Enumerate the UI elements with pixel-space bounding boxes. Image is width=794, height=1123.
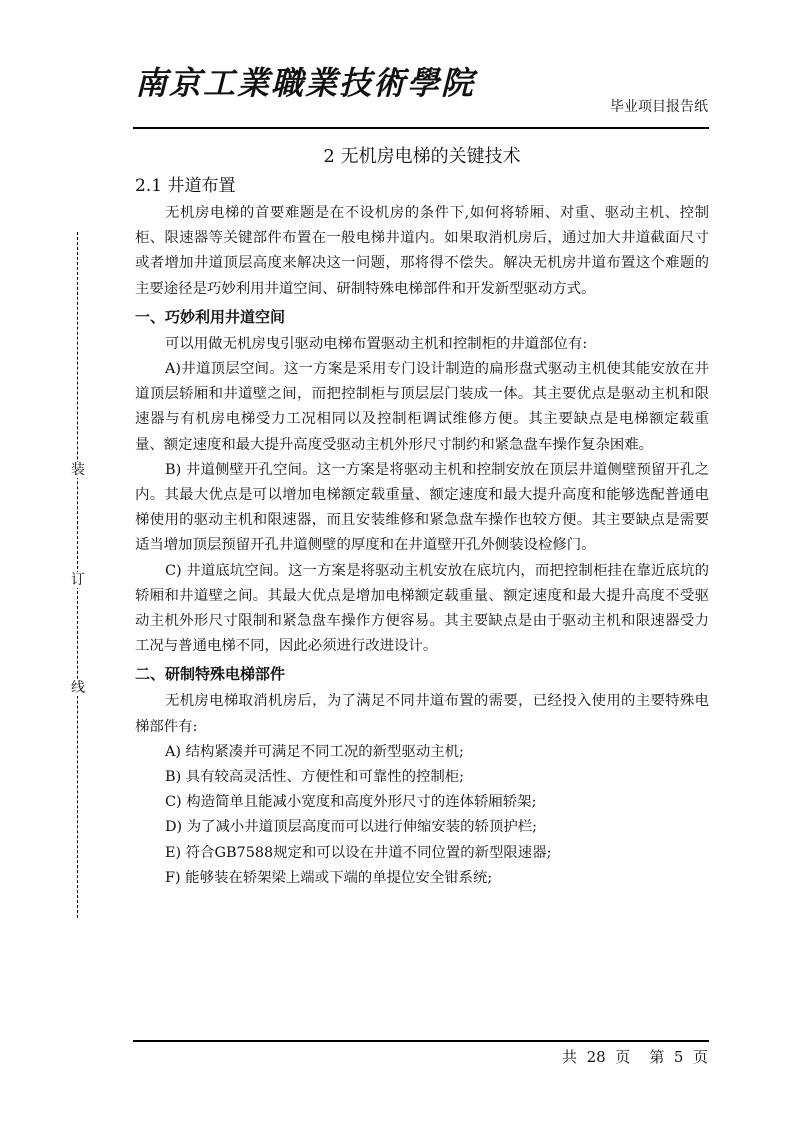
current-page: 5 <box>673 1048 684 1066</box>
binding-mark-zhuang: 装 <box>71 462 85 478</box>
part2-item-c: C) 构造简单且能减小宽度和高度外形尺寸的连体轿厢轿架; <box>165 794 537 811</box>
part2-item-a: A) 结构紧凑并可满足不同工况的新型驱动主机; <box>165 743 464 760</box>
part1-heading: 一、巧妙利用井道空间 <box>135 307 286 326</box>
part2-item-f: F) 能够装在轿架梁上端或下端的单提位安全钳系统; <box>165 869 493 886</box>
current-label: 第 <box>649 1048 665 1066</box>
part2-heading: 二、研制特殊电梯部件 <box>135 665 286 684</box>
current-unit: 页 <box>692 1048 708 1066</box>
part2-lead: 无机房电梯取消机房后，为了满足不同井道布置的需要，已经投入使用的主要特殊电梯部件有: <box>135 693 709 735</box>
school-name-logo: 南京工業職業技術學院 <box>135 64 476 102</box>
total-label: 共 <box>562 1048 578 1066</box>
part1-item-c: C) 井道底坑空间。这一方案是将驱动主机安放在底坑内，而把控制柜挂在靠近底坑的轿厢和井道壁之间。其最大优点是增加电梯额定载重量、额定速度和最大提升高度不受驱动主机外形尺寸限制和紧急盘车操作方便容易。其主要缺点是由于驱动主机和限速器受力工况与普通电梯不同，因此必须进行改进设计。 <box>135 562 709 655</box>
part1-lead: 可以用做无机房曳引驱动电梯布置驱动主机和控制柜的井道部位有: <box>165 335 588 352</box>
footer-divider <box>133 1040 709 1042</box>
binding-mark-ding: 订 <box>71 572 85 588</box>
part1-item-b: B) 井道侧壁开孔空间。这一方案是将驱动主机和控制安放在顶层井道侧壁预留开孔之内。其最大优点是可以增加电梯额定载重量、额定速度和最大提升高度和能够选配普通电梯使用的驱动主机和限速器，而且安装维修和紧急盘车操作也较方便。其主要缺点是需要适当增加顶层预留开孔井道侧壁的厚度和在井道壁开孔外侧装设检修门。 <box>135 461 709 554</box>
part1-item-a: A)井道顶层空间。这一方案是采用专门设计制造的扁形盘式驱动主机使其能安放在井道顶层轿厢和井道壁之间，而把控制柜与顶层层门装成一体。其主要优点是驱动主机和限速器与有机房电梯受力工况相同以及控制柜调试维修方便。其主要缺点是电梯额定载重量、额定速度和最大提升高度受驱动主机外形尺寸制约和紧急盘车操作复杂困难。 <box>135 361 709 453</box>
header-divider <box>133 127 709 129</box>
part2-item-d: D) 为了减小井道顶层高度而可以进行伸缩安装的轿顶护栏; <box>165 819 537 836</box>
intro-paragraph: 无机房电梯的首要难题是在不设机房的条件下,如何将轿厢、对重、驱动主机、控制柜、限速器等关键部件布置在一般电梯井道内。如果取消机房后，通过加大井道截面尺寸或者增加井道顶层高度来解决这一问题，那将得不偿失。解决无机房井道布置这个难题的主要途径是巧妙利用井道空间、研制特殊电梯部件和开发新型驱动方式。 <box>135 205 709 297</box>
binding-mark-xian: 线 <box>71 680 85 696</box>
total-unit: 页 <box>615 1048 631 1066</box>
page-number <box>562 1046 708 1067</box>
document-type-label: 毕业项目报告纸 <box>610 99 708 115</box>
page-content <box>135 143 709 891</box>
part2-item-b: B) 具有较高灵活性、方便性和可靠性的控制柜; <box>165 769 465 786</box>
total-pages: 28 <box>586 1048 606 1066</box>
chapter-title: 2 无机房电梯的关键技术 <box>323 146 521 167</box>
binding-margin <box>71 232 85 918</box>
part2-item-e: E) 符合GB7588规定和可以设在井道不同位置的新型限速器; <box>165 844 552 861</box>
section-title: 2.1 井道布置 <box>135 176 236 196</box>
